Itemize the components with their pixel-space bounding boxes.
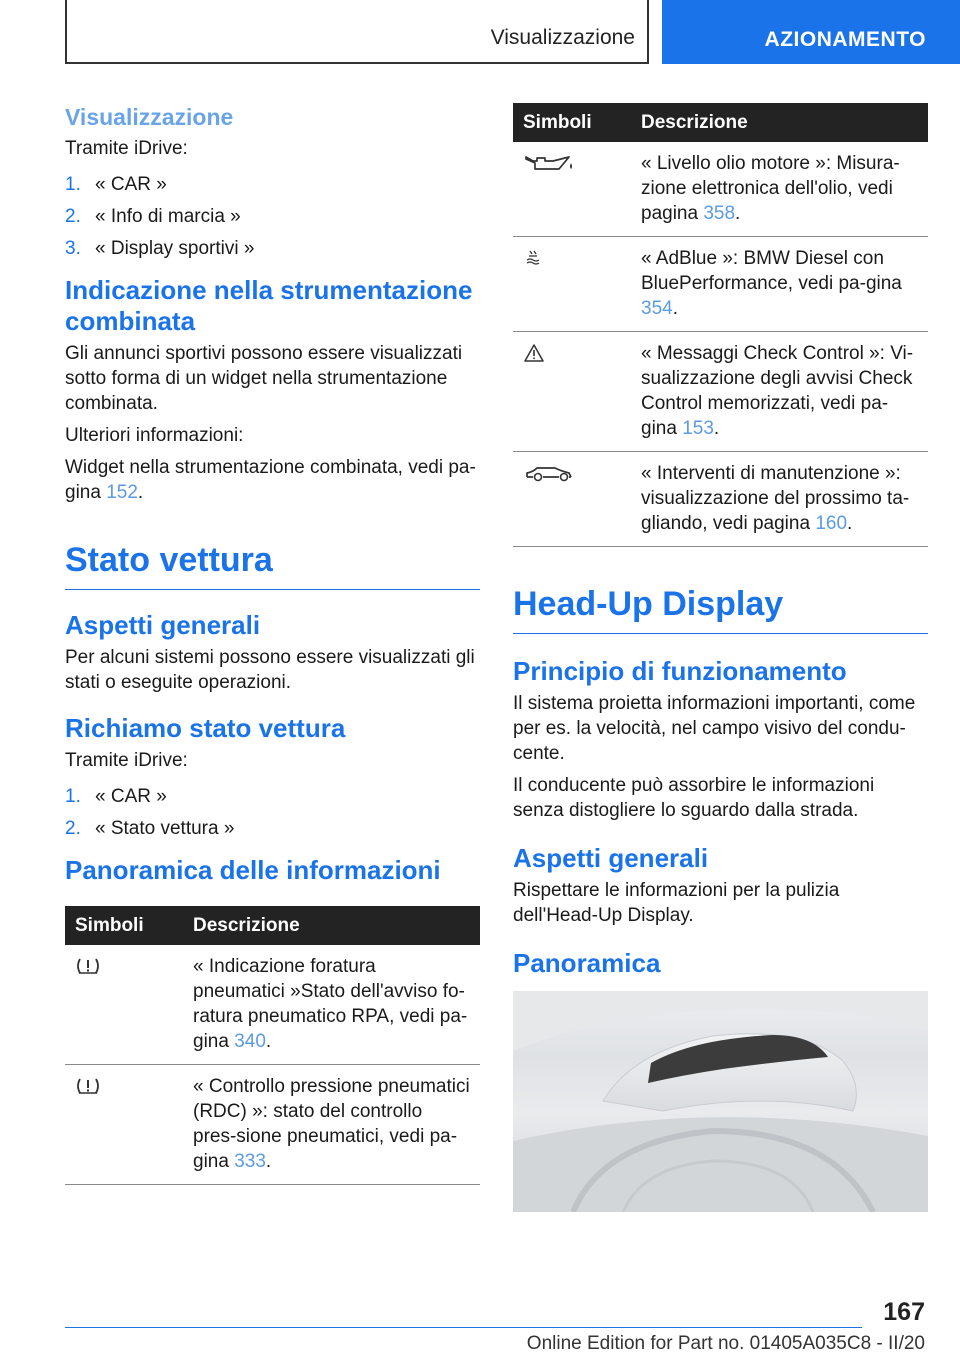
page-link-358[interactable]: 358: [703, 203, 736, 224]
header-section-title: Visualizzazione: [490, 26, 635, 49]
section-aspetti-generali-title: Aspetti generali: [65, 610, 261, 640]
strumentazione-paragraph-1: Gli annunci sportivi possono essere visualizzati sotto forma di un widget nella strumentazione combinata.: [65, 343, 463, 414]
table-row: « Interventi di manutenzione »: visualizzazione del prossimo ta-gliando, vedi pagina 160.: [513, 452, 928, 547]
aspetti-generali-paragraph: Per alcuni sistemi possono essere visualizzati gli stati o eseguite operazioni.: [65, 647, 475, 693]
list-item: 3. « Display sportivi »: [65, 238, 255, 259]
right-symbols-table: [513, 103, 928, 547]
chapter-head-up-display-title: Head-Up Display: [513, 583, 928, 634]
hud-dashboard-illustration: [513, 991, 928, 1212]
richiamo-steps: [65, 784, 480, 841]
table-header-row: [513, 103, 928, 142]
tire-warning-icon: [75, 1076, 101, 1096]
table-row: « Controllo pressione pneumatici (RDC) »: stato del controllo pres-sione pneumatici, vedi pa-gina 333.: [65, 1065, 480, 1185]
page-number: 167: [883, 1298, 925, 1326]
header-chapter-label: AZIONAMENTO: [764, 28, 926, 51]
chapter-stato-vettura-title: Stato vettura: [65, 539, 480, 590]
adblue-icon: [523, 248, 543, 268]
left-symbols-table: [65, 906, 480, 1185]
page-link-152[interactable]: 152: [106, 482, 138, 503]
car-service-icon: [523, 463, 575, 483]
header-box: [65, 0, 649, 64]
list-item: 1. « CAR »: [65, 174, 167, 195]
table-row: « Livello olio motore »: Misura-zione elettronica dell'olio, vedi pagina 358.: [513, 142, 928, 237]
oil-can-icon: [523, 153, 575, 173]
section-panoramica-info-title: Panoramica delle informazioni: [65, 855, 441, 885]
col-header-simboli: Simboli: [513, 103, 631, 142]
richiamo-intro: Tramite iDrive:: [65, 750, 188, 771]
section-aspetti-generali-hud-title: Aspetti generali: [513, 843, 709, 873]
footer-divider: [65, 1327, 862, 1328]
table-row: « Messaggi Check Control »: Vi-sualizzazione degli avvisi Check Control memorizzati, vedi pa-gina 153.: [513, 332, 928, 452]
page-link-333[interactable]: 333: [234, 1151, 266, 1172]
visualizzazione-steps: [65, 172, 480, 261]
list-item: 2. « Stato vettura »: [65, 818, 235, 839]
section-panoramica-title: Panoramica: [513, 948, 661, 978]
page-link-160[interactable]: 160: [815, 513, 848, 534]
table-header-row: [65, 906, 480, 945]
col-header-simboli: Simboli: [65, 906, 183, 945]
head-up-display-photo: [513, 991, 928, 1212]
section-visualizzazione-intro: Tramite iDrive:: [65, 138, 188, 159]
page-link-354[interactable]: 354: [641, 298, 673, 319]
header-chapter-tab[interactable]: [662, 0, 960, 64]
section-richiamo-title: Richiamo stato vettura: [65, 713, 346, 743]
section-visualizzazione-title: Visualizzazione: [65, 104, 234, 130]
left-column: [65, 100, 480, 1185]
col-header-descrizione: Descrizione: [631, 103, 928, 142]
principio-paragraph-1: Il sistema proietta informazioni importanti, come per es. la velocità, nel campo visivo del condu-cente.: [513, 693, 916, 764]
table-row: « AdBlue »: BMW Diesel con BluePerformance, vedi pa-gina 354.: [513, 237, 928, 332]
page-link-153[interactable]: 153: [682, 418, 714, 439]
list-item: 1. « CAR »: [65, 786, 167, 807]
aspetti-generali-hud-paragraph: Rispettare le informazioni per la pulizia dell'Head-Up Display.: [513, 880, 840, 926]
strumentazione-paragraph-2: Ulteriori informazioni:: [65, 425, 244, 446]
warning-triangle-icon: [523, 343, 545, 363]
section-principio-title: Principio di funzionamento: [513, 656, 847, 686]
strumentazione-paragraph-3: Widget nella strumentazione combinata, vedi pa-gina 152.: [65, 457, 476, 503]
table-row: « Indicazione foratura pneumatici »Stato dell'avviso fo-ratura pneumatico RPA, vedi pa-gina 340.: [65, 945, 480, 1065]
col-header-descrizione: Descrizione: [183, 906, 480, 945]
page-link-340[interactable]: 340: [234, 1031, 266, 1052]
footer-edition: Online Edition for Part no. 01405A035C8 - II/20: [526, 1333, 925, 1354]
tire-warning-icon: [75, 956, 101, 976]
right-column: [513, 103, 928, 1212]
list-item: 2. « Info di marcia »: [65, 206, 241, 227]
principio-paragraph-2: Il conducente può assorbire le informazioni senza distogliere lo sguardo dalla strada.: [513, 775, 875, 821]
section-strumentazione-title: Indicazione nella strumentazione combinata: [65, 275, 473, 336]
